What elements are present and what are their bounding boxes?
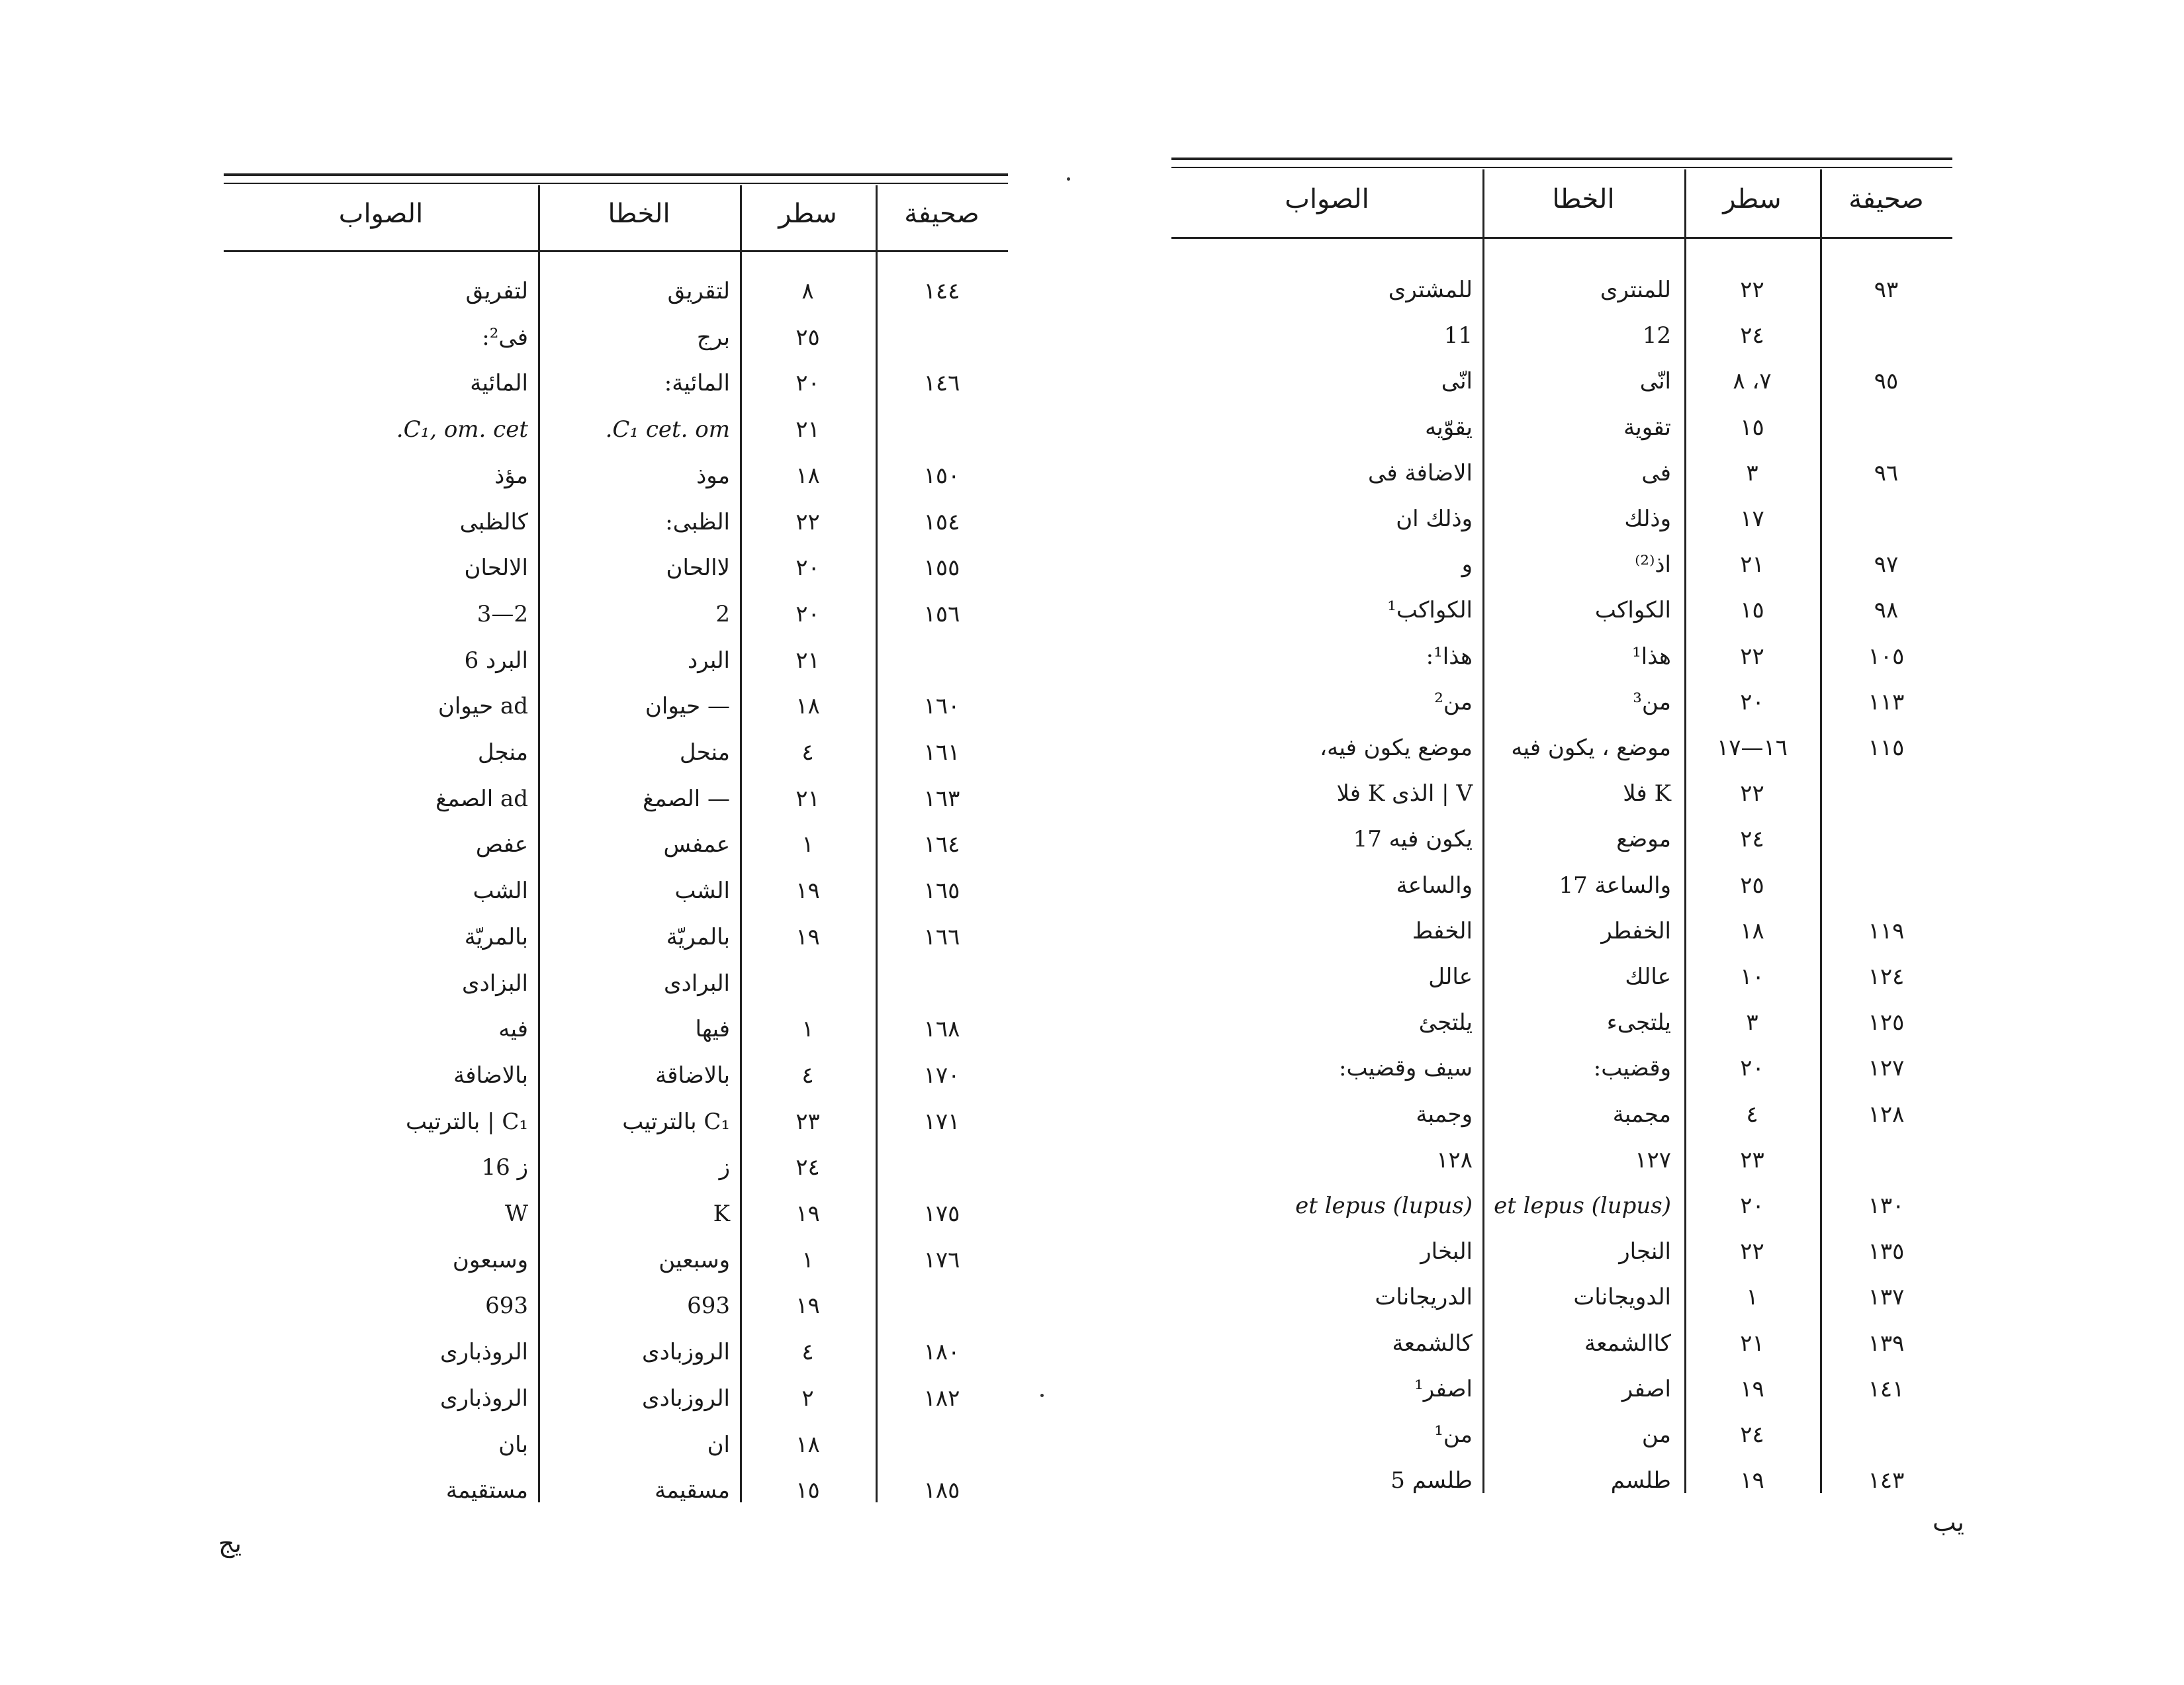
cell-wrong: انّى [1639,368,1671,395]
cell-right: عفص [475,831,528,858]
cell-wrong: ان [707,1431,730,1458]
cell-right: هذا¹: [1426,643,1473,670]
cell-right: ad الصمغ [435,785,528,812]
cell-wrong: تقوية [1623,414,1671,441]
cell-line: ١٨ [796,462,820,489]
cell-line: ٢٠ [796,555,820,582]
cell-right: للمشترى [1388,277,1473,303]
cell-line: ٤ [801,739,814,766]
cell-page: ١٠٥ [1868,643,1905,670]
cell-line: ٢ [801,1385,814,1412]
cell-page: ١٨٠ [923,1339,960,1366]
header-wrong: الخطا [608,199,670,229]
cell-right: الروذبارى [440,1385,528,1412]
cell-right: لتفريق [465,278,528,304]
page-mark-left: يج [218,1529,242,1558]
cell-right: وجمبة [1416,1101,1473,1128]
top-rule [224,173,1008,176]
cell-right: بالمريّة [464,923,528,950]
cell-wrong: لاالحان [666,555,730,582]
cell-page: ١٢٨ [1868,1101,1905,1128]
cell-wrong: ١٢٧ [1635,1146,1671,1173]
cell-page: ١٦٦ [923,923,960,950]
cell-line: ٨ [801,278,814,304]
cell-line: ٢٣ [1740,1146,1764,1173]
cell-wrong: المائية: [664,370,730,397]
cell-line: ٢٤ [796,1154,820,1181]
cell-line: ١ [801,831,814,858]
cell-line: ١٥ [1740,597,1764,624]
cell-page: ١٧٦ [923,1246,960,1273]
cell-wrong: C₁ cet. om. [605,416,730,443]
cell-wrong: منحل [679,739,730,766]
cell-right: 11 [1443,322,1473,349]
cell-line: ١٩ [796,1293,820,1320]
cell-wrong: اذ⁽²⁾ [1635,551,1671,578]
cell-line: ٢١ [1740,551,1764,578]
cell-line: ٢١ [796,647,820,674]
cell-right: يلتجئ [1418,1009,1473,1036]
cell-right: يكون فيه 17 [1353,826,1473,853]
cell-line: ١٩ [1740,1375,1764,1402]
cell-page: ١٦٣ [923,785,960,812]
cell-wrong: الخفطر [1601,917,1671,944]
header-right: الصواب [1285,184,1369,214]
cell-line: ١٠ [1740,964,1764,990]
header-rule [224,250,1008,252]
cell-line: ٢١ [796,785,820,812]
cell-line: ٤ [801,1339,814,1366]
cell-right: كالظبى [459,508,528,535]
cell-right: والساعة [1396,872,1473,899]
cell-right: الاضافة فى [1368,459,1473,486]
cell-right: et lepus (lupus) [1295,1193,1473,1219]
cell-right: V | الذى K فلا [1336,780,1473,807]
top-rule-thin [1171,167,1952,168]
cell-page: ١٦٤ [923,831,960,858]
header-right: الصواب [338,199,424,229]
cell-line: ١٩ [1740,1467,1764,1494]
cell-page: ١٨٥ [923,1477,960,1504]
cell-right: من² [1434,688,1473,715]
cell-right: سيف وقضيب: [1338,1055,1473,1082]
cell-page: ١٨٢ [923,1385,960,1412]
cell-page: ١٦٥ [923,878,960,905]
cell-line: ٢٥ [1740,872,1764,899]
cell-wrong: K فلا [1623,780,1671,807]
cell-wrong: كاالشمعة [1584,1330,1671,1357]
cell-line: ٤ [801,1062,814,1089]
cell-page: ١٣٠ [1868,1193,1905,1219]
cell-right: من¹ [1434,1422,1473,1448]
cell-right: مؤذ [494,462,528,489]
cell-wrong: — الصمغ [643,785,730,812]
cell-page: ١٣٥ [1868,1238,1905,1265]
cell-line: ١٥ [796,1477,820,1504]
errata-table-right [1171,158,1952,1508]
cell-page: ١٥٠ [923,462,960,489]
cell-wrong: — حيوان [645,693,730,720]
cell-right: الكواكب¹ [1387,597,1473,624]
cell-line: ٢٠ [796,370,820,397]
cell-wrong: الروزبادى [642,1339,730,1366]
cell-page: ١٥٦ [923,600,960,627]
cell-right: ز 16 [481,1154,528,1181]
top-rule-thin [224,183,1008,184]
cell-page: ٩٨ [1874,597,1899,624]
cell-right: الدريجانات [1375,1284,1473,1311]
cell-page: ١٧١ [923,1108,960,1135]
cell-right: وسبعون [452,1246,528,1273]
cell-right: الشب [473,878,528,905]
cell-page: ١١٣ [1868,688,1905,715]
cell-right: وذلك ان [1396,506,1473,532]
cell-right: المائية [470,370,528,397]
cell-right: عالل [1428,964,1473,990]
cell-line: ٢١ [1740,1330,1764,1357]
cell-page: ١٢٥ [1868,1009,1905,1036]
cell-line: ٣ [1746,459,1758,486]
cell-wrong: وسبعين [659,1246,730,1273]
cell-right: كالشمعة [1392,1330,1473,1357]
cell-page: ١٦١ [923,739,960,766]
cell-line: ٢٢ [1740,780,1764,807]
cell-page: ١٦٨ [923,1016,960,1043]
cell-page: ١٤٦ [923,370,960,397]
cell-wrong: 693 [687,1293,730,1320]
cell-line: ١٧ [1740,506,1764,532]
cell-right: اصفر¹ [1414,1375,1473,1402]
cell-right: البرد 6 [464,647,528,674]
cell-line: ٢٠ [1740,688,1764,715]
header-line: سطر [778,199,837,229]
cell-right: ad حيوان [437,693,528,720]
cell-right: 2—3 [477,600,528,627]
cell-wrong: الظبى: [665,508,730,535]
cell-wrong: الكواكب [1594,597,1671,624]
cell-wrong: عالك [1625,964,1671,990]
cell-wrong: بالمريّة [666,923,730,950]
cell-right: البخار [1420,1238,1473,1265]
cell-line: ١ [801,1016,814,1043]
cell-wrong: بالاضاقة [655,1062,730,1089]
cell-line: ٢١ [796,416,820,443]
cell-wrong: عمفس [663,831,730,858]
cell-line: ٧، ٨ [1733,368,1772,395]
cell-page: ١١٥ [1868,735,1905,761]
cell-right: منجل [477,739,528,766]
cell-wrong: يلتجىء [1606,1009,1671,1036]
top-rule [1171,158,1952,160]
cell-page: ١٣٩ [1868,1330,1905,1357]
cell-wrong: ز [719,1154,730,1181]
cell-wrong: اصفر [1621,1375,1671,1402]
cell-wrong: 2 [715,600,730,627]
cell-line: ١٨ [1740,917,1764,944]
cell-right: فيه [498,1016,528,1043]
cell-right: مستقيمة [445,1477,528,1504]
header-wrong: الخطا [1552,184,1615,214]
cell-page: ١٦٠ [923,693,960,720]
cell-wrong: موذ [696,462,730,489]
stray-dot [1067,177,1070,181]
cell-line: ٢٤ [1740,826,1764,853]
cell-page: ٩٥ [1874,368,1899,395]
cell-wrong: 12 [1642,322,1671,349]
cell-wrong: K [713,1201,730,1227]
cell-page: ١٧٠ [923,1062,960,1089]
cell-right: موضع يكون فيه، [1320,735,1473,761]
cell-page: ١٣٧ [1868,1284,1905,1311]
cell-line: ٤ [1746,1101,1758,1128]
errata-table-left [224,173,1008,1510]
cell-page: ١٥٤ [923,508,960,535]
cell-right: البزادى [461,970,528,997]
cell-line: ١٩ [796,878,820,905]
cell-right: و [1461,551,1473,578]
cell-wrong: للمنترى [1600,277,1671,303]
cell-line: ٢٠ [796,600,820,627]
cell-right: فى²: [482,324,528,351]
cell-line: ٢٤ [1740,1422,1764,1448]
cell-right: الروذبارى [440,1339,528,1366]
cell-page: ٩٧ [1874,551,1899,578]
cell-wrong: وقضيب: [1593,1055,1671,1082]
cell-wrong: C₁ بالترتيب [622,1108,730,1135]
cell-right: C₁, om. cet. [396,416,528,443]
cell-wrong: وذلك [1624,506,1671,532]
cell-right: ١٢٨ [1436,1146,1473,1173]
cell-line: ٣ [1746,1009,1758,1036]
cell-wrong: فى [1641,459,1671,486]
cell-page: ٩٣ [1874,277,1899,303]
cell-line: ١٨ [796,693,820,720]
cell-right: W [505,1201,528,1227]
cell-wrong: الدويجانات [1573,1284,1671,1311]
cell-wrong: برج [696,324,730,351]
cell-page: ١٢٤ [1868,964,1905,990]
cell-right: C₁ | بالترتيب [405,1108,528,1135]
cell-right: الالحان [464,555,528,582]
cell-wrong: موضع [1616,826,1671,853]
cell-wrong: والساعة 17 [1559,872,1671,899]
cell-line: ٢٥ [796,324,820,351]
cell-wrong: لتقريق [667,278,730,304]
cell-line: ٢٢ [1740,277,1764,303]
cell-page: ١٥٥ [923,555,960,582]
cell-page: ١١٩ [1868,917,1905,944]
cell-wrong: مسقيمة [655,1477,730,1504]
cell-wrong: هذا¹ [1632,643,1671,670]
header-page: صحيفة [1848,184,1924,214]
cell-line: ١٦—١٧ [1716,735,1788,761]
cell-wrong: من³ [1633,688,1671,715]
cell-page: ١٧٥ [923,1201,960,1227]
cell-wrong: الشب [674,878,730,905]
cell-right: طلسم 5 [1390,1467,1473,1494]
cell-line: ٢٠ [1740,1193,1764,1219]
header-rule [1171,237,1952,239]
stray-dot [1040,1394,1044,1397]
cell-line: ٢٣ [796,1108,820,1135]
cell-line: ٢٢ [1740,643,1764,670]
cell-line: ٢٠ [1740,1055,1764,1082]
cell-line: ٢٢ [796,508,820,535]
cell-wrong: et lepus (lupus) [1494,1193,1671,1219]
cell-right: يقوّيه [1425,414,1473,441]
cell-page: ١٢٧ [1868,1055,1905,1082]
cell-wrong: البرد [688,647,730,674]
cell-right: بالاضافة [453,1062,528,1089]
cell-wrong: موضع ، يكون فيه [1511,735,1671,761]
page-mark-right: يب [1933,1508,1964,1537]
cell-wrong: مجمبة [1612,1101,1671,1128]
cell-right: بان [498,1431,528,1458]
cell-wrong: طلسم [1610,1467,1671,1494]
cell-line: ١٩ [796,1201,820,1227]
cell-line: ٢٢ [1740,1238,1764,1265]
cell-right: 693 [485,1293,528,1320]
cell-line: ١٥ [1740,414,1764,441]
cell-page: ١٤٣ [1868,1467,1905,1494]
header-page: صحيفة [904,199,979,229]
cell-wrong: فيها [695,1016,730,1043]
cell-line: ٢٤ [1740,322,1764,349]
cell-wrong: النجار [1619,1238,1671,1265]
cell-line: ١٨ [796,1431,820,1458]
cell-wrong: الروزبادى [642,1385,730,1412]
cell-wrong: البرادى [663,970,730,997]
cell-line: ١ [801,1246,814,1273]
cell-page: ١٤١ [1868,1375,1905,1402]
cell-page: ١٤٤ [923,278,960,304]
header-line: سطر [1723,184,1782,214]
cell-wrong: من [1641,1422,1671,1448]
cell-line: ١٩ [796,923,820,950]
cell-right: انّى [1441,368,1473,395]
cell-right: الخفط [1412,917,1473,944]
cell-line: ١ [1746,1284,1758,1311]
cell-page: ٩٦ [1874,459,1899,486]
